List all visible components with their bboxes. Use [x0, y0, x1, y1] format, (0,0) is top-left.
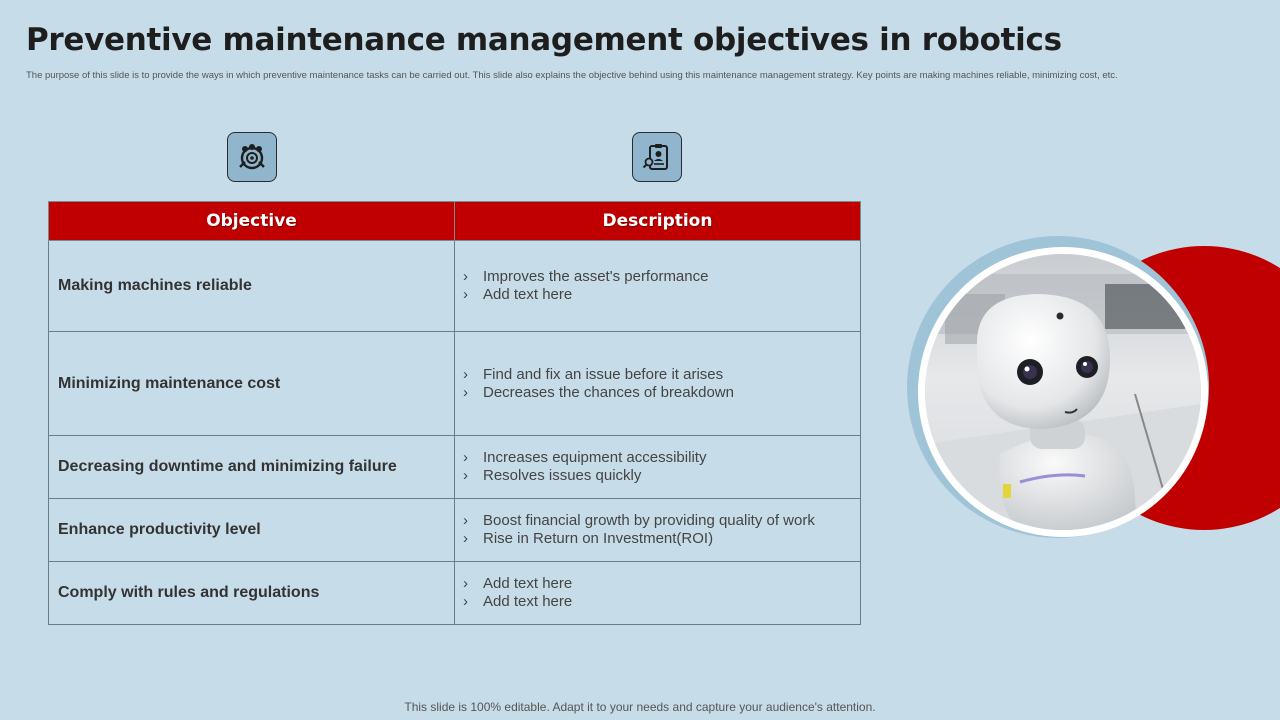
clipboard-search-icon [641, 141, 673, 173]
objective-cell: Comply with rules and regulations [49, 562, 455, 625]
bullet-mark: › [463, 512, 468, 529]
table-row [49, 499, 861, 562]
header-objective: Objective [49, 202, 455, 241]
slide-title: Preventive maintenance management objectives in robotics [26, 22, 1062, 58]
description-cell [455, 436, 861, 499]
team-target-icon [236, 141, 268, 173]
table-row [49, 436, 861, 499]
table-header-row [49, 202, 861, 241]
footer-note: This slide is 100% editable. Adapt it to your needs and capture your audience's attention. [404, 700, 876, 714]
slide-subtitle: The purpose of this slide is to provide the ways in which preventive maintenance tasks can be carried out. This slide also explains the objective behind using this maintenance management strategy. Key points are making machines reliable, minimizing cost, etc. [26, 70, 1118, 81]
bullet-mark: › [463, 449, 468, 466]
description-bullet: › Resolves issues quickly [463, 467, 642, 484]
table-row [49, 332, 861, 436]
description-bullet: › Rise in Return on Investment(ROI) [463, 530, 714, 547]
objective-cell: Minimizing maintenance cost [49, 332, 455, 436]
table-row [49, 241, 861, 332]
description-bullet: › Find and fix an issue before it arises [463, 365, 724, 383]
description-icon-box [632, 132, 682, 182]
bullet-mark: › [463, 268, 468, 285]
objective-cell: Making machines reliable [49, 241, 455, 332]
description-cell [455, 499, 861, 562]
description-bullet: › Add text here [463, 286, 573, 303]
objectives-table [48, 201, 861, 625]
bullet-mark: › [463, 383, 468, 401]
robot-illustration [925, 254, 1201, 530]
objective-cell: Decreasing downtime and minimizing failure [49, 436, 455, 499]
table-row [49, 562, 861, 625]
description-bullet: › Boost financial growth by providing quality of work [463, 512, 815, 529]
robot-photo [918, 247, 1208, 537]
bullet-mark: › [463, 365, 468, 383]
description-bullet: › Increases equipment accessibility [463, 449, 707, 466]
bullet-mark: › [463, 575, 468, 592]
description-bullet: › Decreases the chances of breakdown [463, 383, 734, 401]
description-bullet: › Add text here [463, 575, 573, 592]
bullet-mark: › [463, 467, 468, 484]
objective-cell: Enhance productivity level [49, 499, 455, 562]
bullet-mark: › [463, 530, 468, 547]
description-cell [455, 241, 861, 332]
objective-icon-box [227, 132, 277, 182]
description-bullet: › Add text here [463, 593, 573, 610]
header-description: Description [455, 202, 861, 241]
bullet-mark: › [463, 286, 468, 303]
description-cell [455, 332, 861, 436]
bullet-mark: › [463, 593, 468, 610]
description-bullet: › Improves the asset's performance [463, 268, 709, 285]
description-cell [455, 562, 861, 625]
